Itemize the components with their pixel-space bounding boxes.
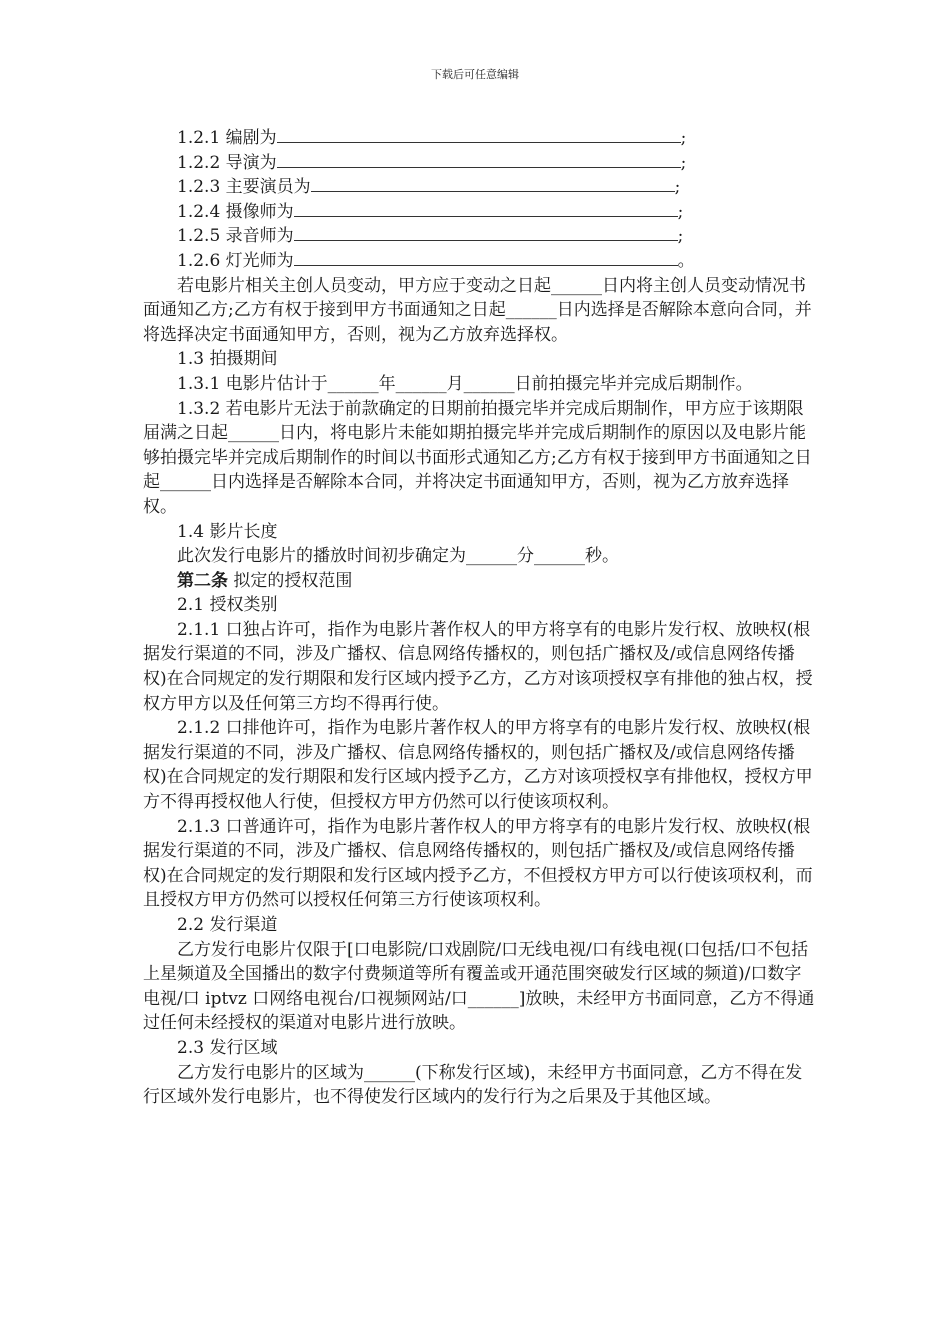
role-end: ; bbox=[677, 201, 684, 222]
paragraph-distribution-channels: 乙方发行电影片仅限于[口电影院/口戏剧院/口无线电视/口有线电视(口包括/口不包括上星频道及全国播出的数字付费频道等所有覆盖或开通范围突破发行区域的频道)/口数字电视/口 iptvz 口网络电视台/口视频网站/口______]放映，未经甲方书面同意，乙方不得通过任何未经授权的渠道对电影片进行放映。 bbox=[143, 939, 815, 1034]
role-label: 1.2.3 主要演员为 bbox=[177, 177, 311, 198]
paragraph-film-length: 此次发行电影片的播放时间初步确定为______分______秒。 bbox=[177, 546, 619, 567]
section-heading-1-4: 1.4 影片长度 bbox=[177, 521, 278, 542]
paragraph-distribution-region: 乙方发行电影片的区域为______(下称发行区域)，未经甲方书面同意，乙方不得在发行区域外发行电影片，也不得使发行区域内的发行行为之后果及于其他区域。 bbox=[143, 1062, 803, 1108]
role-label: 1.2.5 录音师为 bbox=[177, 226, 294, 247]
blank-underline bbox=[277, 128, 681, 143]
role-end: 。 bbox=[677, 250, 695, 271]
article-title: 拟定的授权范围 bbox=[228, 570, 353, 591]
page-header: 下载后可任意编辑 bbox=[431, 68, 519, 81]
role-end: ; bbox=[674, 177, 681, 198]
section-heading-2-2: 2.2 发行渠道 bbox=[177, 915, 278, 935]
paragraph-2-1-3: 2.1.3 口普通许可，指作为电影片著作权人的甲方将享有的电影片发行权、放映权(根据发行渠道的不同，涉及广播权、信息网络传播权的，则包括广播权及/或信息网络传播权)在合同规定的发行期限和发行区域内授予乙方，不但授权方甲方可以行使该项权利，而且授权方甲方仍然可以授权任何第三方行使该项权利。 bbox=[143, 816, 813, 911]
article-heading-2 bbox=[143, 569, 818, 594]
section-heading-1-3: 1.3 拍摄期间 bbox=[177, 349, 278, 370]
blank-underline bbox=[277, 153, 681, 168]
article-number: 第二条 bbox=[177, 570, 228, 591]
blank-underline bbox=[311, 177, 675, 192]
paragraph-personnel-change: 若电影片相关主创人员变动，甲方应于变动之日起______日内将主创人员变动情况书面通知乙方;乙方有权于接到甲方书面通知之日起______日内选择是否解除本意向合同，并将选择决定书面通知甲方，否则，视为乙方放弃选择权。 bbox=[143, 275, 812, 345]
role-end: ; bbox=[677, 226, 684, 247]
paragraph-2-1-1: 2.1.1 口独占许可，指作为电影片著作权人的甲方将享有的电影片发行权、放映权(根据发行渠道的不同，涉及广播权、信息网络传播权的，则包括广播权及/或信息网络传播权)在合同规定的发行期限和发行区域内授予乙方，乙方对该项授权享有排他的独占权，授权方甲方以及任何第三方均不得再行使。 bbox=[143, 619, 813, 714]
role-line-cinematographer bbox=[143, 200, 818, 225]
blank-underline bbox=[294, 202, 678, 217]
role-end: ; bbox=[680, 128, 687, 148]
role-line-screenwriter bbox=[143, 126, 818, 151]
document-body bbox=[143, 126, 818, 1110]
paragraph-1-3-1: 1.3.1 电影片估计于______年______月______日前拍摄完毕并完成后期制作。 bbox=[177, 373, 753, 394]
role-label: 1.2.4 摄像师为 bbox=[177, 201, 294, 222]
section-heading-2-1: 2.1 授权类别 bbox=[177, 595, 278, 616]
paragraph-2-1-2: 2.1.2 口排他许可，指作为电影片著作权人的甲方将享有的电影片发行权、放映权(根据发行渠道的不同，涉及广播权、信息网络传播权的，则包括广播权及/或信息网络传播权)在合同规定的发行期限和发行区域内授予乙方，乙方对该项授权享有排他权，授权方甲方不得再授权他人行使，但授权方甲方仍然可以行使该项权利。 bbox=[143, 718, 813, 813]
role-end: ; bbox=[680, 152, 687, 173]
role-line-lead-actors bbox=[143, 175, 818, 200]
blank-underline bbox=[294, 226, 678, 241]
role-line-director bbox=[143, 151, 818, 176]
role-label: 1.2.1 编剧为 bbox=[177, 128, 277, 148]
role-line-sound-engineer bbox=[143, 224, 818, 249]
role-label: 1.2.2 导演为 bbox=[177, 152, 277, 173]
blank-underline bbox=[294, 251, 678, 266]
section-heading-2-3: 2.3 发行区域 bbox=[177, 1037, 278, 1058]
paragraph-1-3-2: 1.3.2 若电影片无法于前款确定的日期前拍摄完毕并完成后期制作，甲方应于该期限届满之日起______日内，将电影片未能如期拍摄完毕并完成后期制作的原因以及电影片能够拍摄完毕并完成后期制作的时间以书面形式通知乙方;乙方有权于接到甲方书面通知之日起______日内选择是否解除本合同，并将决定书面通知甲方，否则，视为乙方放弃选择权。 bbox=[143, 398, 812, 517]
role-line-lighting bbox=[143, 249, 818, 274]
role-label: 1.2.6 灯光师为 bbox=[177, 250, 294, 271]
